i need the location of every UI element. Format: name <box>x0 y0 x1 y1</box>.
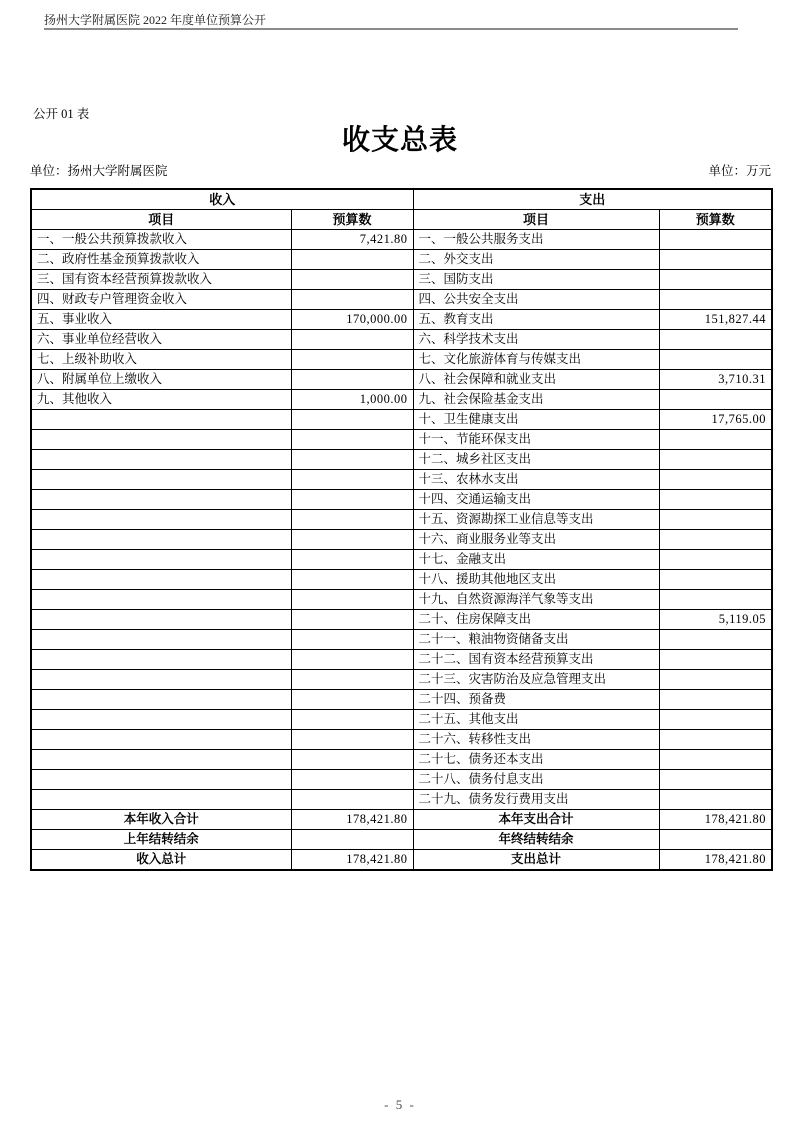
income-value-cell <box>291 570 413 590</box>
income-value-cell: 7,421.80 <box>291 230 413 250</box>
expense-item-cell: 十四、交通运输支出 <box>413 490 659 510</box>
expense-item-column-header: 项目 <box>413 210 659 230</box>
expense-value-cell <box>659 330 772 350</box>
table-row <box>31 610 772 630</box>
income-value-cell <box>291 790 413 810</box>
income-item-cell <box>31 490 291 510</box>
table-row <box>31 290 772 310</box>
table-row <box>31 650 772 670</box>
expense-item-cell: 十、卫生健康支出 <box>413 410 659 430</box>
income-value-cell <box>291 470 413 490</box>
expense-value-cell: 178,421.80 <box>659 810 772 830</box>
expense-value-cell <box>659 550 772 570</box>
income-item-cell <box>31 590 291 610</box>
expense-value-cell: 3,710.31 <box>659 370 772 390</box>
income-value-cell <box>291 730 413 750</box>
expense-budget-column-header: 预算数 <box>659 210 772 230</box>
table-row <box>31 670 772 690</box>
income-value-cell <box>291 410 413 430</box>
income-item-cell <box>31 670 291 690</box>
expense-item-cell: 十七、金融支出 <box>413 550 659 570</box>
table-row <box>31 270 772 290</box>
income-item-cell <box>31 470 291 490</box>
income-item-cell <box>31 730 291 750</box>
income-item-cell: 四、财政专户管理资金收入 <box>31 290 291 310</box>
table-row <box>31 310 772 330</box>
income-item-cell <box>31 570 291 590</box>
expense-value-cell: 5,119.05 <box>659 610 772 630</box>
expense-value-cell <box>659 390 772 410</box>
income-value-cell: 178,421.80 <box>291 810 413 830</box>
expense-value-cell: 17,765.00 <box>659 410 772 430</box>
expense-value-cell <box>659 590 772 610</box>
expense-item-cell: 三、国防支出 <box>413 270 659 290</box>
table-row <box>31 530 772 550</box>
expense-item-cell: 二十二、国有资本经营预算支出 <box>413 650 659 670</box>
expense-section-header: 支出 <box>413 189 772 210</box>
income-item-cell <box>31 550 291 570</box>
income-value-cell <box>291 450 413 470</box>
income-item-cell: 五、事业收入 <box>31 310 291 330</box>
income-value-cell <box>291 370 413 390</box>
income-value-cell <box>291 550 413 570</box>
expense-value-cell: 151,827.44 <box>659 310 772 330</box>
page-number: - 5 - <box>384 1097 416 1112</box>
expense-item-cell: 二十九、债务发行费用支出 <box>413 790 659 810</box>
income-item-cell: 收入总计 <box>31 850 291 871</box>
expense-value-cell <box>659 750 772 770</box>
header-rule <box>44 28 738 30</box>
table-row <box>31 450 772 470</box>
expense-item-cell: 四、公共安全支出 <box>413 290 659 310</box>
expense-value-cell <box>659 530 772 550</box>
expense-item-cell: 二十七、债务还本支出 <box>413 750 659 770</box>
income-item-cell: 八、附属单位上缴收入 <box>31 370 291 390</box>
section-header-row <box>31 189 772 210</box>
unit-name-label: 单位：扬州大学附属医院 <box>30 164 168 178</box>
table-row <box>31 730 772 750</box>
income-item-cell: 一、一般公共预算拨款收入 <box>31 230 291 250</box>
total-row <box>31 810 772 830</box>
income-item-cell: 六、事业单位经营收入 <box>31 330 291 350</box>
income-item-cell <box>31 410 291 430</box>
income-item-cell: 本年收入合计 <box>31 810 291 830</box>
income-item-cell <box>31 430 291 450</box>
income-value-cell: 178,421.80 <box>291 850 413 871</box>
income-item-cell <box>31 710 291 730</box>
column-header-row <box>31 210 772 230</box>
income-value-cell <box>291 670 413 690</box>
table-row <box>31 470 772 490</box>
table-row <box>31 430 772 450</box>
table-row <box>31 370 772 390</box>
income-value-cell <box>291 710 413 730</box>
income-item-cell <box>31 450 291 470</box>
expense-item-cell: 十五、资源勘探工业信息等支出 <box>413 510 659 530</box>
table-row <box>31 570 772 590</box>
table-row <box>31 390 772 410</box>
expense-value-cell <box>659 690 772 710</box>
total-row <box>31 830 772 850</box>
income-value-cell <box>291 430 413 450</box>
expense-value-cell <box>659 650 772 670</box>
income-budget-column-header: 预算数 <box>291 210 413 230</box>
income-value-cell <box>291 830 413 850</box>
income-item-cell <box>31 690 291 710</box>
table-row <box>31 230 772 250</box>
table-row <box>31 330 772 350</box>
expense-item-cell: 十三、农林水支出 <box>413 470 659 490</box>
income-item-cell <box>31 630 291 650</box>
expense-value-cell <box>659 710 772 730</box>
income-value-cell <box>291 250 413 270</box>
table-row <box>31 350 772 370</box>
income-item-cell <box>31 530 291 550</box>
expense-value-cell <box>659 830 772 850</box>
expense-value-cell <box>659 790 772 810</box>
expense-value-cell <box>659 430 772 450</box>
income-value-cell <box>291 590 413 610</box>
expense-value-cell <box>659 270 772 290</box>
expense-item-cell: 十八、援助其他地区支出 <box>413 570 659 590</box>
income-value-cell <box>291 510 413 530</box>
table-row <box>31 710 772 730</box>
expense-value-cell <box>659 470 772 490</box>
expense-value-cell <box>659 230 772 250</box>
expense-item-cell: 二十五、其他支出 <box>413 710 659 730</box>
income-value-cell <box>291 290 413 310</box>
expense-value-cell <box>659 290 772 310</box>
income-value-cell <box>291 770 413 790</box>
expense-item-cell: 十二、城乡社区支出 <box>413 450 659 470</box>
table-row <box>31 490 772 510</box>
table-body <box>31 230 772 871</box>
expense-item-cell: 十六、商业服务业等支出 <box>413 530 659 550</box>
expense-value-cell <box>659 630 772 650</box>
expense-value-cell <box>659 250 772 270</box>
expense-item-cell: 支出总计 <box>413 850 659 871</box>
table-row <box>31 590 772 610</box>
income-value-cell <box>291 630 413 650</box>
income-item-cell <box>31 510 291 530</box>
table-row <box>31 750 772 770</box>
income-value-cell <box>291 270 413 290</box>
income-item-cell: 九、其他收入 <box>31 390 291 410</box>
expense-value-cell <box>659 490 772 510</box>
income-value-cell: 1,000.00 <box>291 390 413 410</box>
income-section-header: 收入 <box>31 189 413 210</box>
expense-item-cell: 五、教育支出 <box>413 310 659 330</box>
income-item-cell <box>31 650 291 670</box>
table-row <box>31 510 772 530</box>
expense-item-cell: 九、社会保险基金支出 <box>413 390 659 410</box>
expense-item-cell: 二十八、债务付息支出 <box>413 770 659 790</box>
income-item-cell <box>31 770 291 790</box>
unit-row <box>30 164 771 179</box>
income-value-cell <box>291 530 413 550</box>
expense-item-cell: 本年支出合计 <box>413 810 659 830</box>
table-row <box>31 770 772 790</box>
expense-item-cell: 一、一般公共服务支出 <box>413 230 659 250</box>
income-item-cell: 三、国有资本经营预算拨款收入 <box>31 270 291 290</box>
income-item-cell: 二、政府性基金预算拨款收入 <box>31 250 291 270</box>
expense-value-cell <box>659 670 772 690</box>
income-item-cell <box>31 610 291 630</box>
income-value-cell <box>291 350 413 370</box>
income-item-column-header: 项目 <box>31 210 291 230</box>
expense-item-cell: 八、社会保障和就业支出 <box>413 370 659 390</box>
expense-item-cell: 十一、节能环保支出 <box>413 430 659 450</box>
income-item-cell <box>31 750 291 770</box>
table-row <box>31 790 772 810</box>
table-label: 公开 01 表 <box>33 107 90 121</box>
expense-item-cell: 二、外交支出 <box>413 250 659 270</box>
table-row <box>31 550 772 570</box>
expense-value-cell <box>659 450 772 470</box>
expense-item-cell: 十九、自然资源海洋气象等支出 <box>413 590 659 610</box>
total-row <box>31 850 772 871</box>
income-item-cell <box>31 790 291 810</box>
budget-table <box>30 188 773 871</box>
expense-item-cell: 二十、住房保障支出 <box>413 610 659 630</box>
expense-item-cell: 二十六、转移性支出 <box>413 730 659 750</box>
table-row <box>31 410 772 430</box>
page-title: 收支总表 <box>341 125 458 156</box>
expense-value-cell <box>659 570 772 590</box>
table-header <box>31 189 772 230</box>
income-value-cell <box>291 490 413 510</box>
income-value-cell <box>291 650 413 670</box>
expense-item-cell: 六、科学技术支出 <box>413 330 659 350</box>
expense-item-cell: 二十一、粮油物资储备支出 <box>413 630 659 650</box>
income-value-cell <box>291 750 413 770</box>
income-item-cell: 上年结转结余 <box>31 830 291 850</box>
expense-value-cell: 178,421.80 <box>659 850 772 871</box>
expense-item-cell: 七、文化旅游体育与传媒支出 <box>413 350 659 370</box>
table-row <box>31 630 772 650</box>
expense-value-cell <box>659 510 772 530</box>
expense-item-cell: 二十三、灾害防治及应急管理支出 <box>413 670 659 690</box>
expense-item-cell: 年终结转结余 <box>413 830 659 850</box>
expense-item-cell: 二十四、预备费 <box>413 690 659 710</box>
document-header-text: 扬州大学附属医院 2022 年度单位预算公开 <box>44 13 267 27</box>
income-value-cell: 170,000.00 <box>291 310 413 330</box>
expense-value-cell <box>659 770 772 790</box>
table-row <box>31 250 772 270</box>
expense-value-cell <box>659 350 772 370</box>
unit-currency-label: 单位：万元 <box>708 164 771 178</box>
table-row <box>31 690 772 710</box>
income-item-cell: 七、上级补助收入 <box>31 350 291 370</box>
income-value-cell <box>291 610 413 630</box>
income-value-cell <box>291 330 413 350</box>
expense-value-cell <box>659 730 772 750</box>
income-value-cell <box>291 690 413 710</box>
